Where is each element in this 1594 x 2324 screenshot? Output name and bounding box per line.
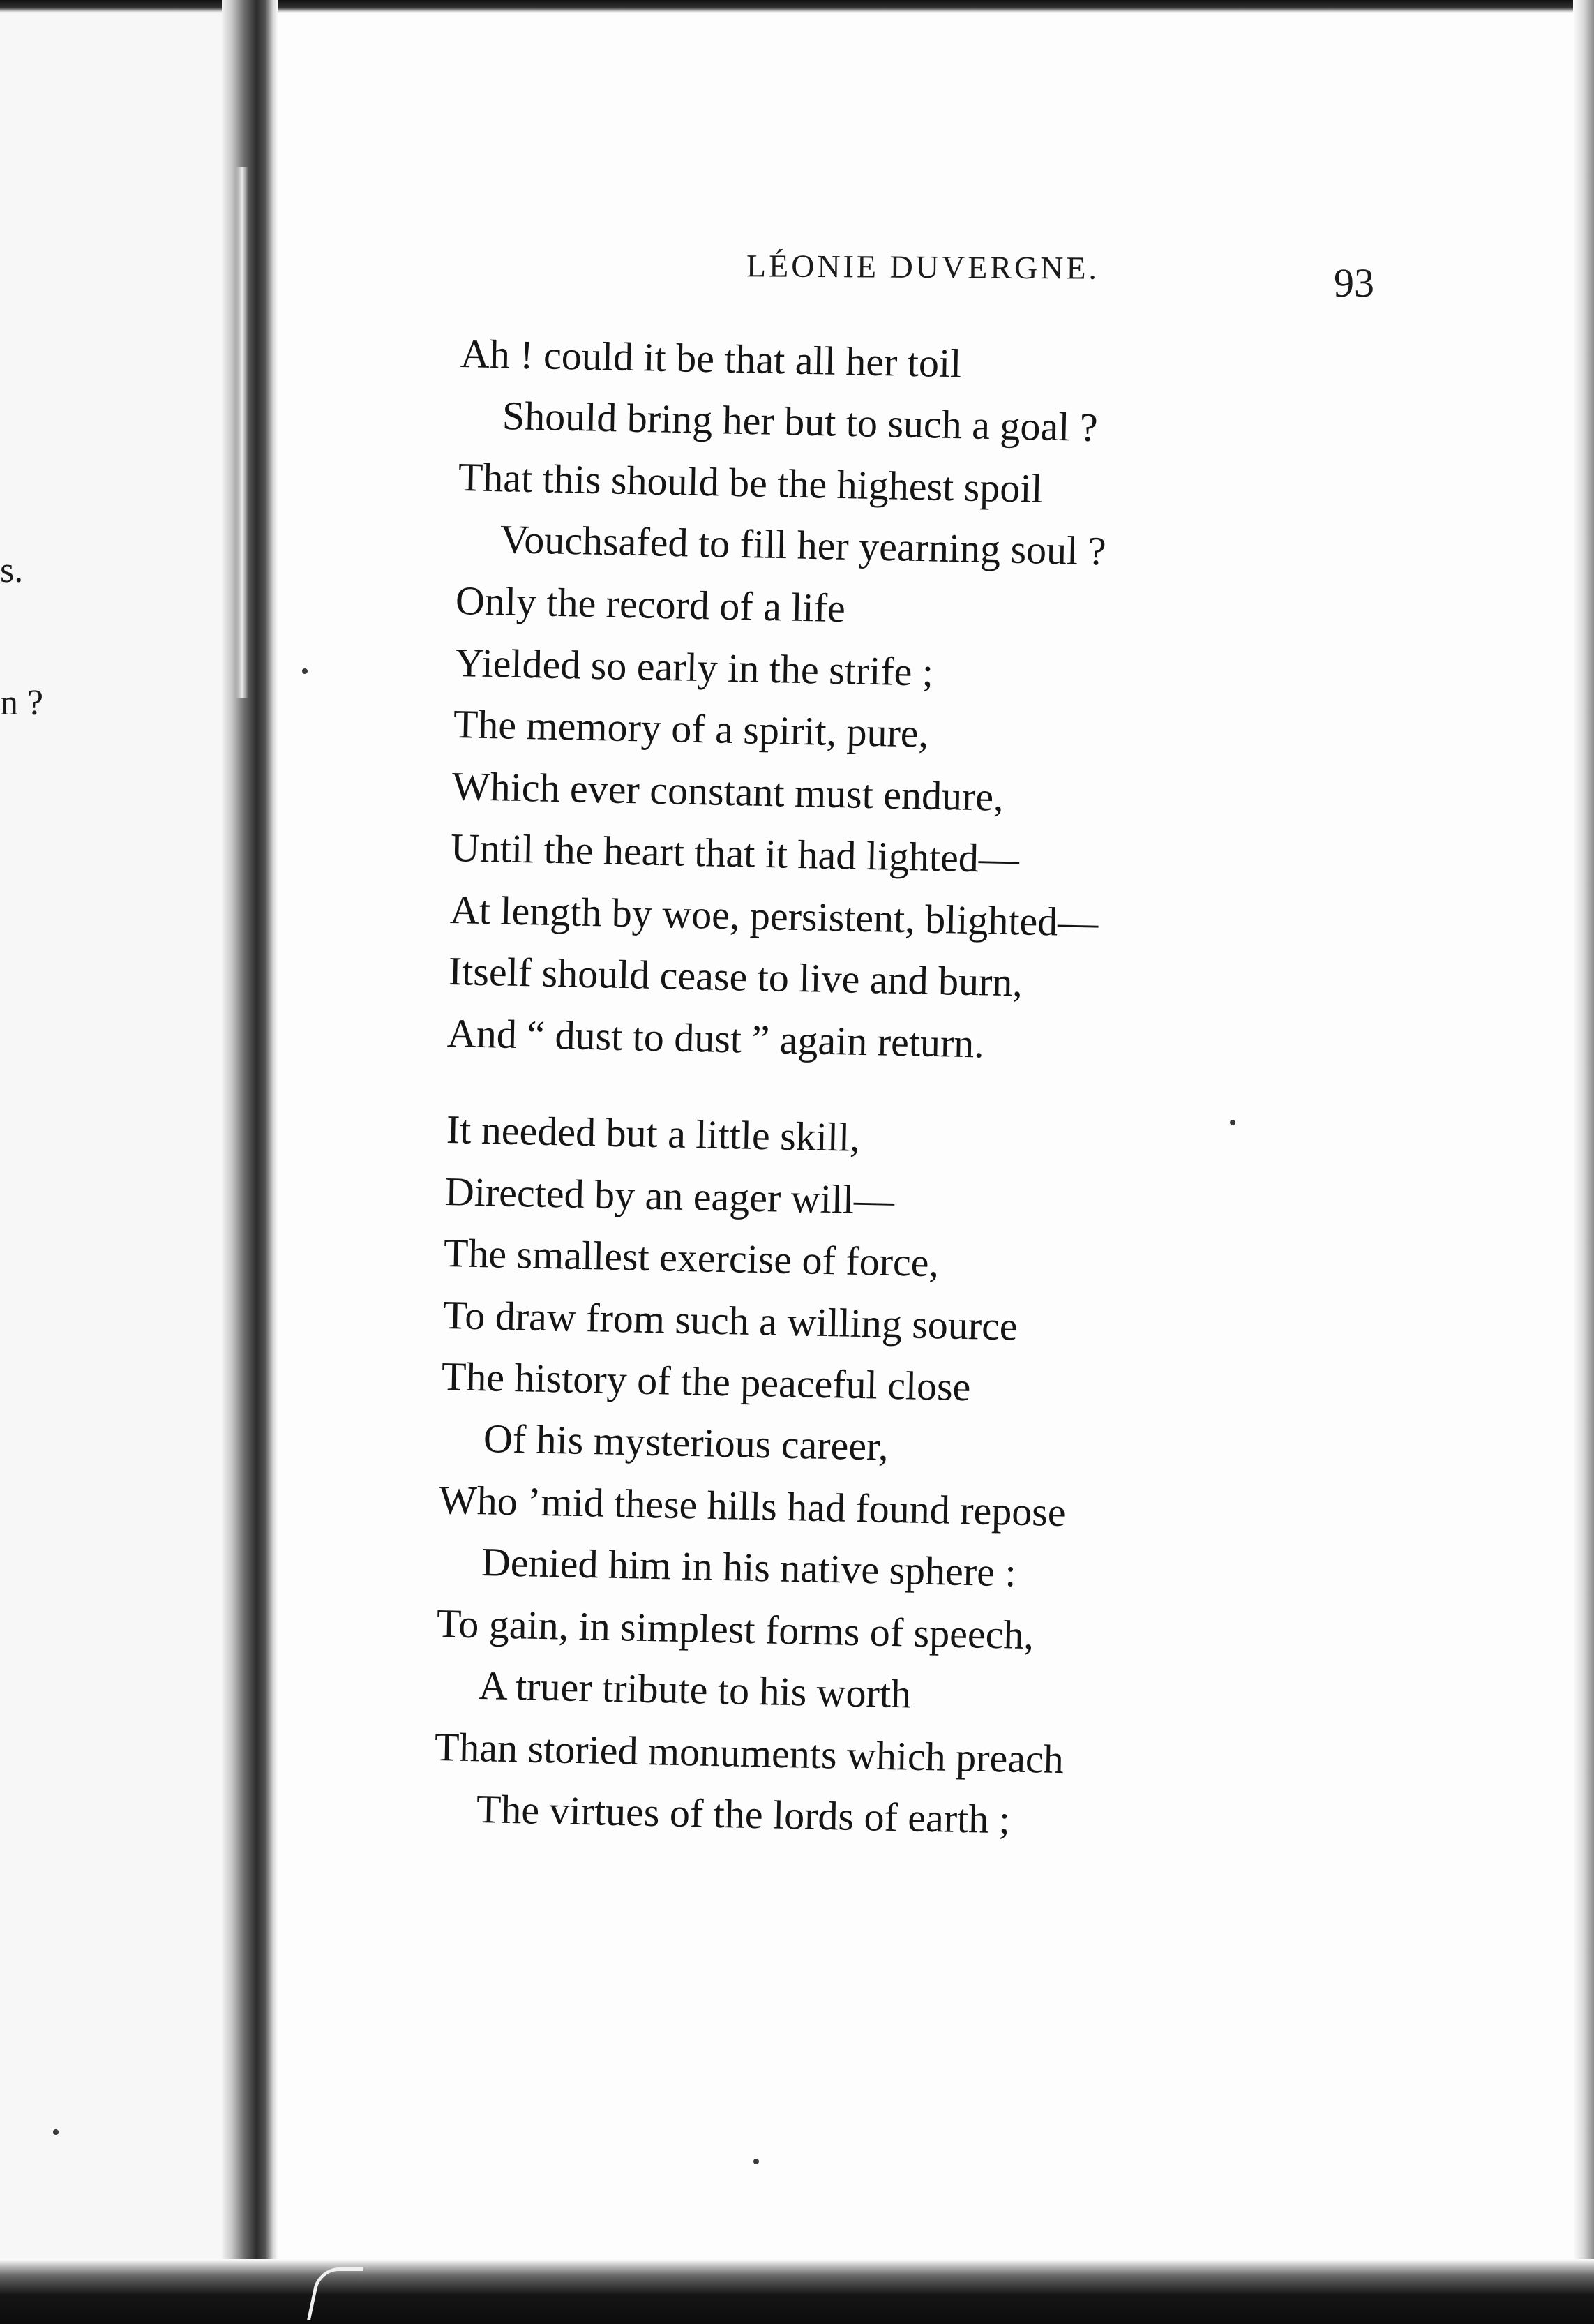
poem-line: The memory of a spirit, pure,	[453, 701, 929, 756]
poem-line: Than storied monuments which preach	[433, 1724, 1065, 1783]
facing-page-fragment: n ?	[0, 683, 44, 723]
page-number: 93	[1334, 260, 1374, 306]
poem-line: And “ dust to dust ” again return.	[446, 1010, 985, 1066]
poem-line: Who ’mid these hills had found repose	[438, 1477, 1067, 1536]
running-head-title: LÉONIE DUVERGNE.	[746, 248, 1100, 286]
poem-line: At length by woe, persistent, blighted—	[449, 886, 1099, 945]
poem-line: Until the heart that it had lighted—	[450, 825, 1020, 882]
poem-line: The history of the peaceful close	[441, 1354, 971, 1410]
poem-line: The smallest exercise of force,	[443, 1230, 940, 1286]
poem-line: That this should be the highest spoil	[457, 454, 1043, 511]
poem-line: Only the record of a life	[455, 578, 846, 631]
book-gutter-shadow	[222, 0, 278, 2261]
bottom-scan-edge	[0, 2259, 1594, 2324]
poem-line: Yielded so early in the strife ;	[453, 639, 934, 695]
poem-line: Of his mysterious career,	[483, 1415, 889, 1469]
gutter-highlight	[236, 167, 248, 698]
poem-line: Ah ! could it be that all her toil	[460, 331, 962, 387]
poem-line: Directed by an eager will—	[444, 1168, 895, 1223]
poem-line: To draw from such a willing source	[442, 1291, 1018, 1349]
poem-line: To gain, in simplest forms of speech,	[436, 1600, 1035, 1658]
poem-line: The virtues of the lords of earth ;	[476, 1785, 1011, 1842]
facing-page-fragment: s.	[0, 550, 24, 590]
poem-line: Should bring her but to such a goal ?	[502, 392, 1099, 450]
poem-line: Itself should cease to live and burn,	[448, 948, 1023, 1005]
poem-line: Denied him in his native sphere :	[481, 1538, 1016, 1595]
poem-line: It needed but a little skill,	[445, 1107, 860, 1160]
dust-speck	[1230, 1120, 1235, 1125]
dust-speck	[753, 2159, 759, 2164]
poem-line: Which ever constant must endure,	[451, 763, 1005, 820]
facing-page-remnant	[0, 13, 222, 2259]
right-page-edge	[1573, 0, 1594, 2324]
poem-line: Vouchsafed to fill her yearning soul ?	[499, 516, 1107, 573]
poem-line: A truer tribute to his worth	[478, 1662, 912, 1716]
dust-speck	[53, 2129, 59, 2135]
dust-speck	[302, 668, 308, 674]
